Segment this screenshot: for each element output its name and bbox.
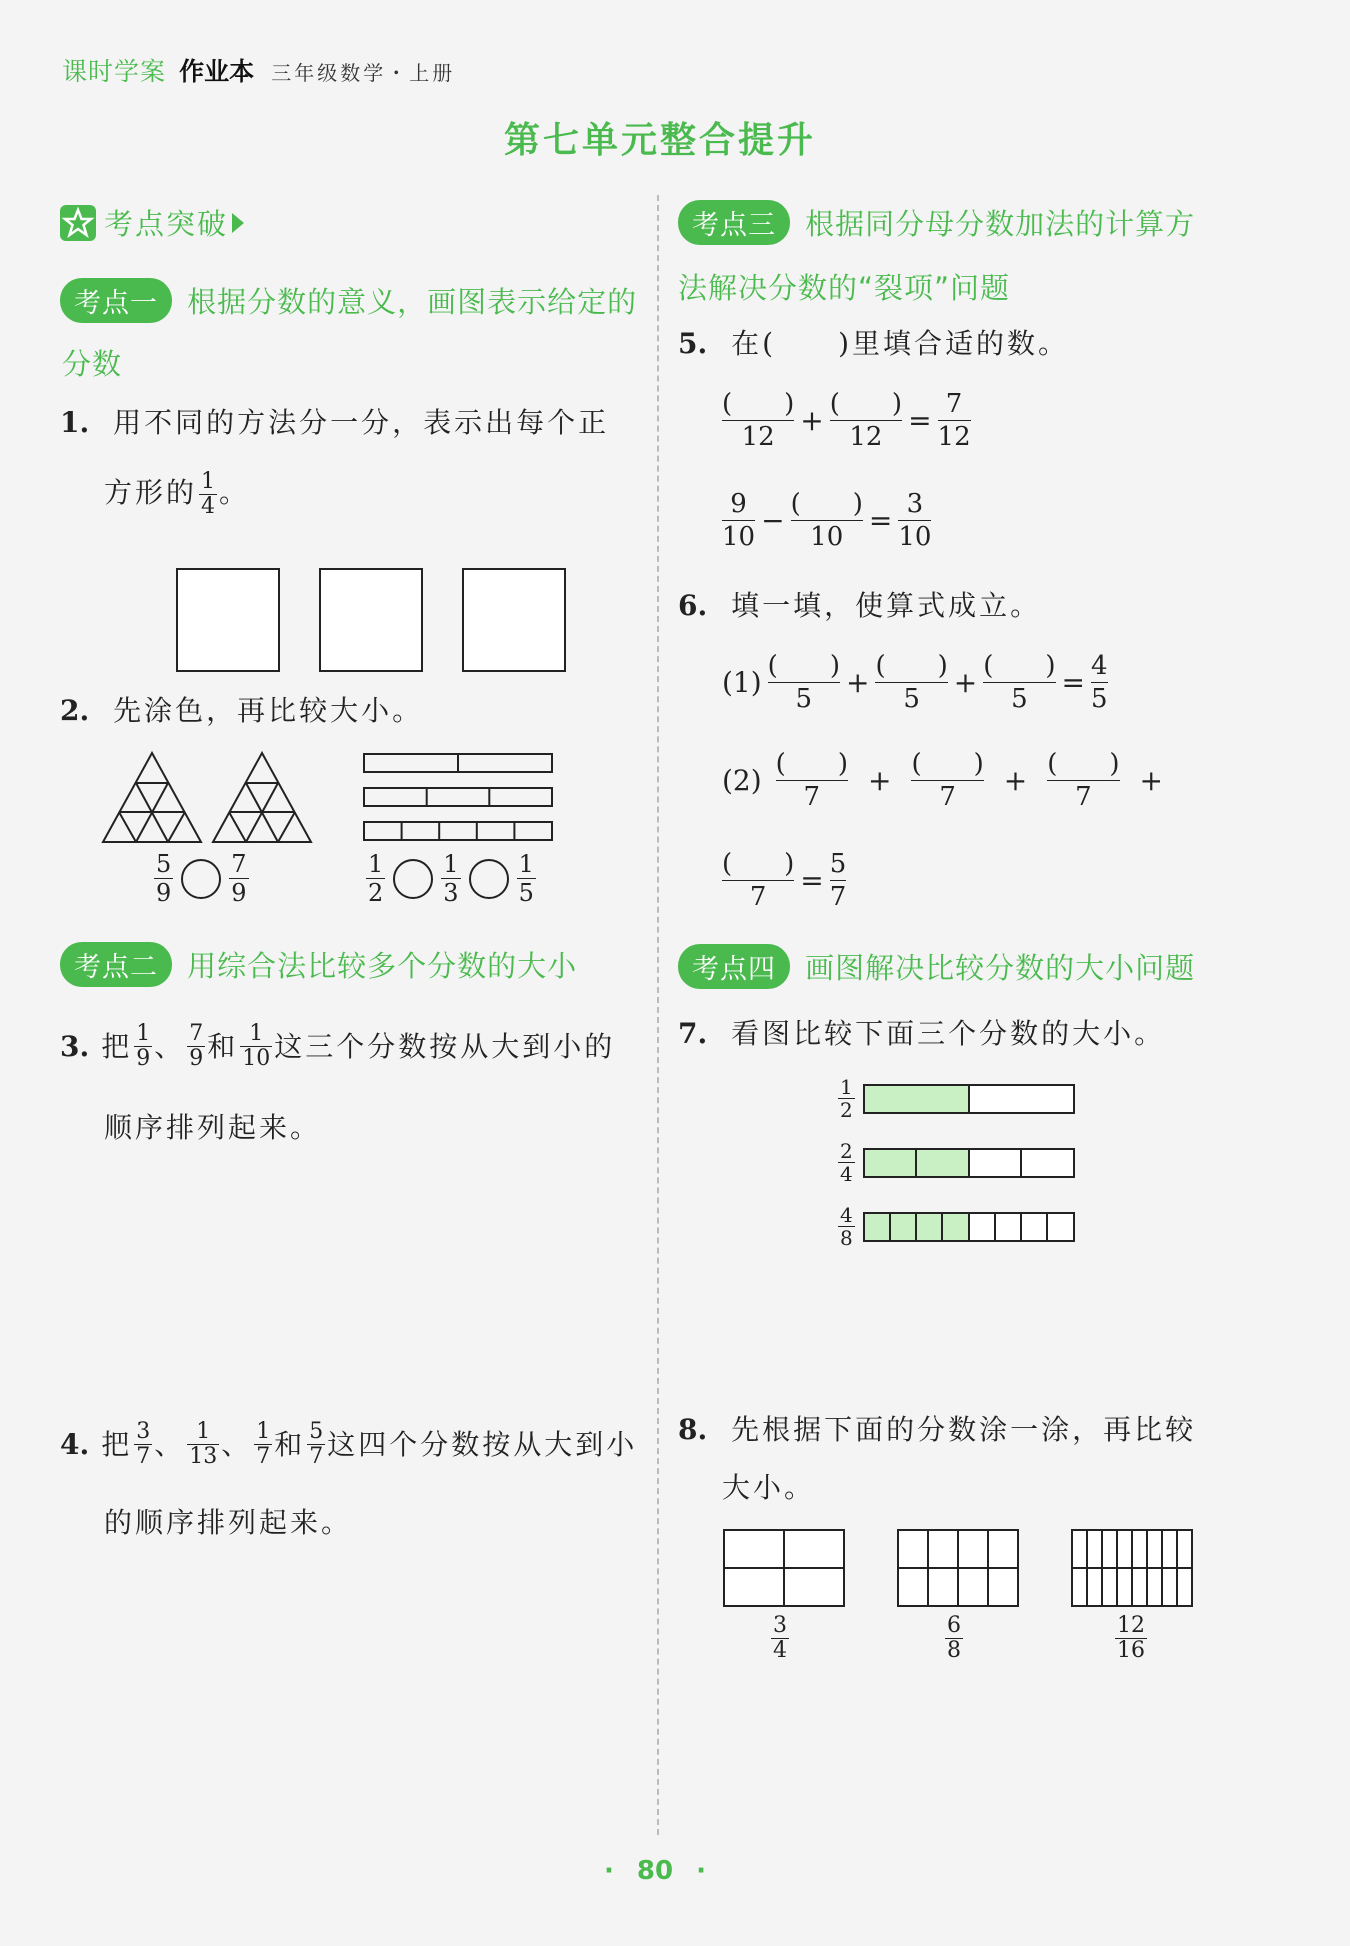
bar-cell-shaded — [943, 1214, 969, 1240]
question-3-text-b: 这三个分数按从大到小的 — [274, 1029, 616, 1063]
denominator: 7 — [911, 780, 983, 813]
banner-icon — [60, 205, 96, 241]
denominator: 7 — [722, 880, 794, 913]
equals: = — [868, 504, 893, 537]
fraction — [838, 1204, 855, 1249]
square-3[interactable] — [462, 568, 566, 672]
denominator: 12 — [937, 422, 971, 452]
section-3-title-cont: 法解决分数的“裂项”问题 — [678, 271, 1011, 305]
fraction-bar — [863, 1148, 1075, 1178]
section-1-heading — [60, 278, 637, 323]
denominator: 10 — [242, 1046, 271, 1071]
numerator: 1 — [840, 1075, 853, 1099]
separator: 、 — [154, 1427, 186, 1461]
numerator: 7 — [189, 1021, 204, 1046]
question-1-text-b: 方形的 — [104, 476, 198, 509]
numerator: 1 — [518, 850, 534, 878]
page-number-value: 80 — [636, 1856, 674, 1886]
fraction — [938, 388, 971, 453]
section-3-pill: 考点三 — [678, 200, 790, 245]
compare-q2-left — [152, 850, 251, 907]
fraction[interactable] — [1047, 748, 1119, 813]
punctuation: 。 — [219, 476, 251, 509]
blank[interactable]: ( ) — [767, 651, 840, 681]
denominator: 7 — [256, 1444, 271, 1469]
numerator: 5 — [309, 1419, 324, 1444]
question-1-line1 — [60, 405, 609, 441]
question-6-number: 6. — [678, 589, 708, 622]
denominator: 9 — [231, 879, 247, 907]
bar-cell-shaded — [865, 1214, 891, 1240]
compare-q2-right — [364, 850, 538, 907]
question-1-text: 用不同的方法分一分，表示出每个正 — [113, 406, 610, 439]
fraction — [229, 850, 248, 907]
separator: 、 — [221, 1427, 253, 1461]
blank[interactable]: ( ) — [911, 749, 984, 779]
question-4-line2: 的顺序排列起来。 — [104, 1506, 353, 1539]
fraction — [945, 1614, 963, 1663]
question-7-line — [678, 1016, 1165, 1052]
denominator: 2 — [368, 879, 384, 907]
part-label: (2) — [722, 764, 762, 797]
question-1-number: 1. — [60, 406, 90, 439]
denominator: 5 — [1090, 684, 1108, 714]
bar-diagrams[interactable] — [362, 752, 554, 842]
section-3-title: 根据同分母分数加法的计算方 — [805, 207, 1196, 241]
bar-cell — [1022, 1150, 1073, 1176]
blank[interactable]: ( ) — [829, 389, 903, 419]
fraction — [517, 850, 536, 907]
conjunction: 和 — [274, 1427, 306, 1461]
fraction — [187, 1420, 219, 1469]
fraction — [134, 1420, 152, 1469]
equals: = — [800, 864, 824, 897]
operator: + — [867, 764, 892, 797]
bar-cell-shaded — [865, 1086, 970, 1112]
denominator: 9 — [156, 879, 172, 907]
fraction — [366, 850, 385, 907]
blank[interactable]: ( ) — [790, 489, 863, 519]
question-5-text: 在( )里填合适的数。 — [731, 327, 1069, 360]
square-1[interactable] — [176, 568, 280, 672]
bar-cell — [970, 1150, 1023, 1176]
compare-circle[interactable] — [393, 859, 433, 899]
denominator: 10 — [722, 522, 756, 552]
denominator: 7 — [309, 1444, 324, 1469]
equals: = — [1061, 666, 1085, 699]
numerator: 5 — [156, 850, 172, 878]
denominator: 5 — [518, 879, 534, 907]
bar-cell-shaded — [917, 1150, 970, 1176]
fraction[interactable] — [776, 748, 848, 813]
triangle-diagrams[interactable] — [100, 750, 320, 845]
part-label: (1) — [722, 666, 762, 699]
numerator: 2 — [840, 1139, 853, 1163]
section-2-title: 用综合法比较多个分数的大小 — [187, 949, 578, 983]
numerator: 12 — [1117, 1613, 1145, 1638]
question-4-text: 把 — [101, 1427, 133, 1461]
fraction[interactable] — [830, 388, 902, 453]
equation-5b — [722, 488, 931, 553]
denominator: 2 — [840, 1098, 853, 1122]
question-2-line — [60, 693, 423, 729]
denominator: 7 — [829, 882, 847, 912]
question-8-text: 先根据下面的分数涂一涂，再比较 — [731, 1413, 1197, 1446]
fraction — [240, 1022, 272, 1071]
dot-icon: · — [603, 1856, 614, 1886]
denominator: 5 — [875, 682, 947, 715]
rect-eighths[interactable] — [896, 1528, 1020, 1608]
book-name: 作业本 — [179, 57, 255, 86]
section-4-title: 画图解决比较分数的大小问题 — [805, 951, 1196, 985]
blank[interactable]: ( ) — [875, 651, 948, 681]
question-1-line2 — [104, 470, 250, 519]
question-8-line2: 大小。 — [722, 1471, 816, 1504]
fraction-bar — [863, 1212, 1075, 1242]
denominator: 12 — [830, 420, 902, 453]
bar-cell — [1022, 1214, 1048, 1240]
question-5-line — [678, 326, 1069, 362]
denominator: 7 — [136, 1444, 151, 1469]
question-6-text: 填一填，使算式成立。 — [731, 589, 1042, 622]
fraction — [154, 850, 173, 907]
blank[interactable]: ( ) — [722, 849, 795, 879]
numerator: 1 — [443, 850, 459, 878]
numerator: 1 — [201, 469, 216, 494]
rect-sixteenths[interactable] — [1070, 1528, 1194, 1608]
fraction[interactable] — [791, 488, 863, 553]
blank[interactable]: ( ) — [775, 749, 848, 779]
numerator: 1 — [249, 1021, 264, 1046]
numerator: 7 — [231, 850, 247, 878]
numerator: 1 — [196, 1419, 211, 1444]
bar-cell-shaded — [865, 1150, 918, 1176]
operator: − — [761, 504, 785, 537]
label-3-4 — [769, 1614, 791, 1663]
operator: + — [1003, 764, 1028, 797]
fraction — [254, 1420, 272, 1469]
fraction — [1091, 650, 1108, 715]
fraction[interactable] — [983, 650, 1055, 715]
equals: = — [908, 404, 932, 437]
fraction — [830, 848, 847, 913]
fraction[interactable] — [875, 650, 947, 715]
question-2-number: 2. — [60, 694, 90, 727]
operator: + — [1139, 764, 1163, 797]
section-2-heading — [60, 942, 577, 987]
fraction — [1115, 1614, 1147, 1663]
fraction-bar-row — [836, 1076, 1075, 1121]
page-header — [62, 52, 455, 88]
denominator: 7 — [776, 780, 848, 813]
bar-cell — [970, 1086, 1073, 1112]
rect-quarters[interactable] — [722, 1528, 846, 1608]
compare-circle[interactable] — [181, 859, 221, 899]
denominator: 5 — [983, 682, 1055, 715]
denominator: 4 — [201, 494, 216, 519]
denominator: 9 — [136, 1046, 151, 1071]
equation-6-2-cont — [722, 848, 846, 913]
denominator: 4 — [773, 1638, 787, 1663]
fraction-bar-row — [836, 1140, 1075, 1185]
denominator: 13 — [189, 1444, 218, 1469]
denominator: 4 — [840, 1162, 853, 1186]
section-4-pill: 考点四 — [678, 944, 790, 989]
denominator: 5 — [768, 682, 840, 715]
question-4-line1 — [60, 1420, 637, 1469]
numerator: 7 — [945, 389, 963, 419]
section-1-title-cont: 分数 — [62, 347, 123, 381]
question-3-line2: 顺序排列起来。 — [104, 1111, 322, 1144]
bar-cell-shaded — [917, 1214, 943, 1240]
fraction-bar — [863, 1084, 1075, 1114]
blank[interactable]: ( ) — [722, 389, 795, 419]
fraction[interactable] — [768, 650, 840, 715]
dot-icon: · — [696, 1856, 707, 1886]
numerator: 5 — [829, 849, 847, 879]
question-5-number: 5. — [678, 327, 708, 360]
blank[interactable]: ( ) — [983, 651, 1056, 681]
denominator: 10 — [791, 520, 863, 553]
denominator: 7 — [1047, 780, 1119, 813]
grade-label: 三年级数学・上册 — [271, 61, 456, 85]
question-4-text-b: 这四个分数按从大到小 — [327, 1427, 638, 1461]
section-1-pill: 考点一 — [60, 278, 172, 323]
denominator: 3 — [443, 879, 459, 907]
question-6-line — [678, 588, 1041, 624]
fraction — [898, 488, 931, 553]
numerator: 9 — [730, 489, 747, 519]
fraction[interactable] — [911, 748, 983, 813]
page-title: 第七单元整合提升 — [503, 120, 816, 161]
fraction — [838, 1140, 855, 1185]
section-2-pill: 考点二 — [60, 942, 172, 987]
numerator: 6 — [947, 1613, 961, 1638]
banner-label: 考点突破 — [104, 207, 229, 241]
numerator: 4 — [840, 1203, 853, 1227]
bar-cell — [996, 1214, 1022, 1240]
page-number — [0, 1856, 1310, 1886]
question-3-number: 3. — [60, 1029, 90, 1063]
operator: + — [953, 666, 978, 699]
bar-cell — [1048, 1214, 1072, 1240]
fraction — [722, 488, 755, 553]
equation-6-2 — [722, 748, 1183, 813]
fraction — [134, 1022, 152, 1071]
denominator: 10 — [898, 522, 932, 552]
numerator: 3 — [906, 489, 924, 519]
label-6-8 — [943, 1614, 965, 1663]
question-7-text: 看图比较下面三个分数的大小。 — [731, 1017, 1166, 1050]
operator: + — [800, 404, 824, 437]
question-7-number: 7. — [678, 1017, 708, 1050]
fraction — [199, 470, 217, 519]
blank[interactable]: ( ) — [1047, 749, 1120, 779]
fraction[interactable] — [722, 388, 794, 453]
fraction-bar-row — [836, 1204, 1075, 1249]
numerator: 1 — [136, 1021, 151, 1046]
denominator: 8 — [840, 1226, 853, 1250]
bar-cell-shaded — [891, 1214, 917, 1240]
operator: + — [845, 666, 870, 699]
fraction — [441, 850, 460, 907]
section-4-heading — [678, 944, 1195, 989]
separator: 、 — [154, 1029, 186, 1063]
fraction — [187, 1022, 205, 1071]
denominator: 12 — [722, 420, 794, 453]
question-2-text: 先涂色，再比较大小。 — [113, 694, 424, 727]
square-2[interactable] — [319, 568, 423, 672]
fraction — [307, 1420, 325, 1469]
conjunction: 和 — [207, 1029, 239, 1063]
numerator: 1 — [256, 1419, 271, 1444]
fraction — [771, 1614, 789, 1663]
section-1-title: 根据分数的意义，画图表示给定的 — [187, 285, 638, 319]
question-3-line1 — [60, 1022, 615, 1071]
denominator: 9 — [189, 1046, 204, 1071]
question-3-text: 把 — [101, 1029, 133, 1063]
denominator: 16 — [1117, 1638, 1145, 1663]
bar-cell — [970, 1214, 996, 1240]
fraction — [838, 1076, 855, 1121]
numerator: 3 — [773, 1613, 787, 1638]
section-3-heading — [678, 200, 1195, 245]
series-name: 课时学案 — [62, 57, 167, 86]
equation-6-1 — [722, 650, 1108, 715]
banner-arrow-icon — [232, 213, 244, 233]
section-banner — [60, 202, 244, 243]
numerator: 4 — [1090, 651, 1108, 681]
compare-circle[interactable] — [469, 859, 509, 899]
equation-5a — [722, 388, 971, 453]
numerator: 3 — [136, 1419, 151, 1444]
fraction[interactable] — [722, 848, 794, 913]
numerator: 1 — [368, 850, 384, 878]
label-12-16 — [1113, 1614, 1149, 1663]
question-8-line1 — [678, 1412, 1196, 1448]
question-4-number: 4. — [60, 1427, 90, 1461]
column-divider — [657, 195, 659, 1835]
question-8-number: 8. — [678, 1413, 708, 1446]
denominator: 8 — [947, 1638, 961, 1663]
